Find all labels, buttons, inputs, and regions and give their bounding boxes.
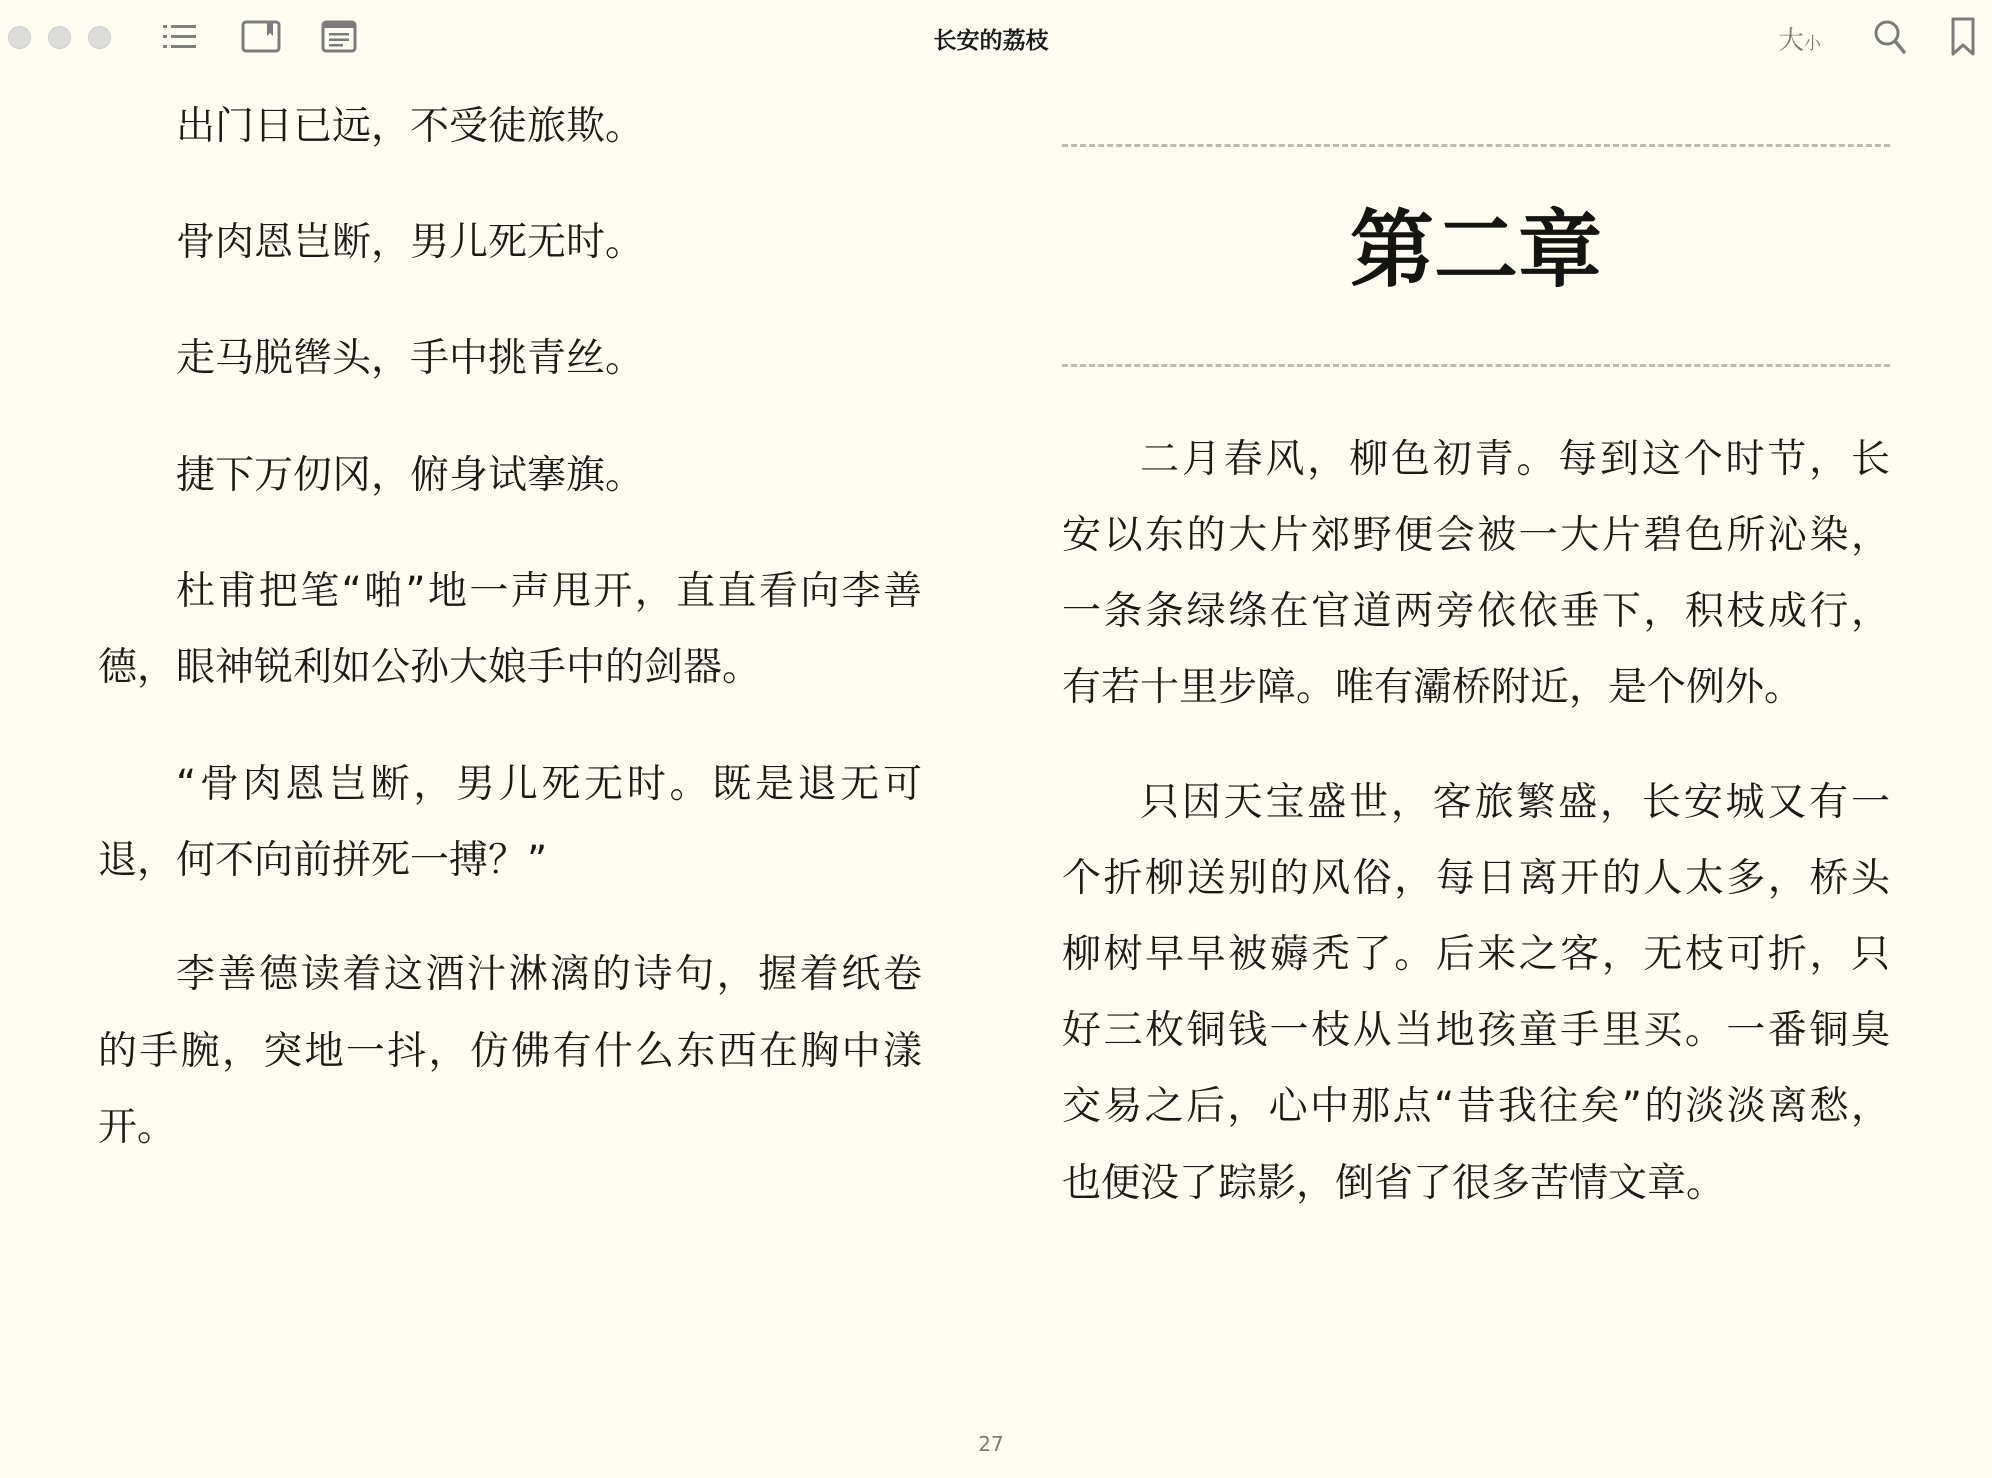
chapter-divider-bottom bbox=[1062, 364, 1890, 367]
poem-line: 骨肉恩岂断，男儿死无时。 bbox=[176, 220, 645, 265]
search-icon[interactable] bbox=[1872, 18, 1908, 60]
font-size-button[interactable] bbox=[1778, 20, 1821, 57]
paragraph-line: 也便没了踪影，倒省了很多苦情文章。 bbox=[1062, 1161, 1726, 1206]
paragraph-line: 德，眼神锐利如公孙大娘手中的剑器。 bbox=[98, 645, 762, 690]
paragraph-line: 安以东的大片郊野便会被一大片碧色所沁染， bbox=[1062, 513, 1890, 558]
font-size-big-label: 大 bbox=[1778, 26, 1805, 56]
paragraph-line: 个折柳送别的风俗，每日离开的人太多，桥头 bbox=[1062, 856, 1890, 901]
paragraph-line: 好三枚铜钱一枝从当地孩童手里买。一番铜臭 bbox=[1062, 1008, 1890, 1053]
paragraph-line: “骨肉恩岂断，男儿死无时。既是退无可 bbox=[176, 762, 922, 807]
book-title: 长安的荔枝 bbox=[933, 28, 1049, 54]
paragraph-line: 一条条绿绦在官道两旁依依垂下，积枝成行， bbox=[1062, 589, 1890, 634]
chapter-divider-top bbox=[1062, 144, 1890, 147]
paragraph-line: 交易之后，心中那点“昔我往矣”的淡淡离愁， bbox=[1062, 1084, 1890, 1129]
bookmark-icon[interactable] bbox=[1950, 17, 1976, 61]
poem-line: 走马脱辔头，手中挑青丝。 bbox=[176, 336, 645, 381]
page-number: 27 bbox=[978, 1432, 1004, 1456]
font-size-small-label: 小 bbox=[1804, 34, 1822, 54]
paragraph-line: 有若十里步障。唯有灞桥附近，是个例外。 bbox=[1062, 665, 1804, 710]
paragraph-line: 退，何不向前拼死一搏？” bbox=[98, 838, 548, 883]
paragraph-line: 杜甫把笔“啪”地一声甩开，直直看向李善 bbox=[176, 569, 922, 614]
chapter-title: 第二章 bbox=[1349, 201, 1602, 299]
paragraph-line: 李善德读着这酒汁淋漓的诗句，握着纸卷 bbox=[176, 952, 922, 997]
poem-line: 出门日已远，不受徒旅欺。 bbox=[176, 104, 645, 149]
poem-line: 捷下万仞冈，俯身试搴旗。 bbox=[176, 453, 645, 498]
paragraph-line: 开。 bbox=[98, 1105, 177, 1150]
paragraph-line: 二月春风，柳色初青。每到这个时节，长 bbox=[1140, 437, 1890, 482]
paragraph-line: 只因天宝盛世，客旅繁盛，长安城又有一 bbox=[1140, 780, 1890, 825]
paragraph-line: 的手腕，突地一抖，仿佛有什么东西在胸中漾 bbox=[98, 1029, 922, 1074]
paragraph-line: 柳树早早被薅秃了。后来之客，无枝可折，只 bbox=[1062, 932, 1890, 977]
